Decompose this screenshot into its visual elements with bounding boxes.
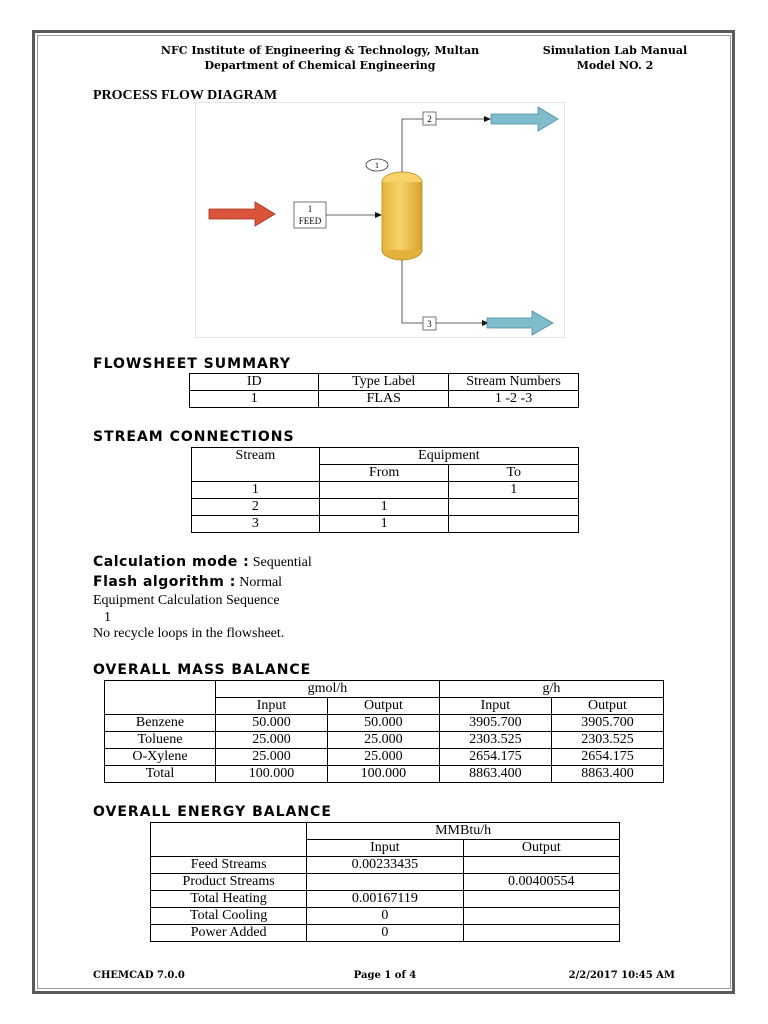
- cell: [463, 857, 619, 874]
- sequence-label: Equipment Calculation Sequence: [93, 593, 280, 608]
- sequence-value: 1: [104, 610, 111, 625]
- cell: 8863.400: [439, 766, 551, 783]
- cell: Feed Streams: [151, 857, 307, 874]
- cell: Total: [105, 766, 216, 783]
- cell: 2303.525: [439, 732, 551, 749]
- cell: 2303.525: [551, 732, 663, 749]
- calculation-mode-line: [93, 554, 312, 571]
- cell: [449, 499, 579, 516]
- stream-connections-heading: STREAM CONNECTIONS: [93, 429, 295, 445]
- process-flow-diagram: [195, 102, 565, 338]
- bottom-product-arrow-icon[interactable]: [487, 311, 553, 335]
- cell: [319, 482, 449, 499]
- cell: 25.000: [216, 749, 328, 766]
- cell: 1: [190, 391, 319, 408]
- cell: 1: [319, 516, 449, 533]
- cell: 3905.700: [551, 715, 663, 732]
- mass-balance-table: [104, 680, 664, 783]
- footer-page-number: Page 1 of 4: [353, 970, 417, 981]
- col-stream: Stream: [192, 448, 320, 482]
- table-row: [151, 857, 620, 874]
- cell: [463, 908, 619, 925]
- cell: FLAS: [319, 391, 449, 408]
- cell: 50.000: [327, 715, 439, 732]
- footer-software: CHEMCAD 7.0.0: [93, 970, 185, 981]
- manual-title: Simulation Lab Manual: [542, 44, 688, 57]
- stream-2-label: 2: [427, 114, 432, 124]
- sub-header: Output: [551, 698, 663, 715]
- cell: [307, 874, 463, 891]
- cell: 25.000: [327, 749, 439, 766]
- col-type-label: Type Label: [319, 374, 449, 391]
- sub-header: Output: [463, 840, 619, 857]
- col-from: From: [319, 465, 449, 482]
- blank-corner: [151, 823, 307, 857]
- table-row: [192, 499, 579, 516]
- cell: 0: [307, 908, 463, 925]
- cell: Product Streams: [151, 874, 307, 891]
- flash-algorithm-line: [93, 574, 282, 591]
- cell: 3905.700: [439, 715, 551, 732]
- pfd-heading: PROCESS FLOW DIAGRAM: [93, 88, 278, 103]
- cell: 0: [307, 925, 463, 942]
- feed-line-arrowhead-icon: [375, 212, 382, 218]
- flash-algorithm-value: Normal: [235, 575, 283, 590]
- cell: 2654.175: [551, 749, 663, 766]
- table-row: [192, 482, 579, 499]
- stream-connections-table: [191, 447, 579, 533]
- recycle-note: No recycle loops in the flowsheet.: [93, 626, 285, 641]
- table-row: [192, 516, 579, 533]
- flowsheet-summary-heading: FLOWSHEET SUMMARY: [93, 356, 291, 372]
- energy-balance-heading: OVERALL ENERGY BALANCE: [93, 804, 332, 820]
- diagram-frame: [196, 103, 565, 338]
- cell: 0.00233435: [307, 857, 463, 874]
- cell: 1 -2 -3: [449, 391, 579, 408]
- cell: 1: [319, 499, 449, 516]
- col-id: ID: [190, 374, 319, 391]
- cell: 2: [192, 499, 320, 516]
- stream-3-label: 3: [427, 319, 432, 329]
- flowsheet-summary-table: [189, 373, 579, 408]
- sub-header: Input: [307, 840, 463, 857]
- unit-mmbtu-h: MMBtu/h: [307, 823, 620, 840]
- table-row: [151, 874, 620, 891]
- table-row: [105, 715, 664, 732]
- cell: 1: [192, 482, 320, 499]
- sub-header: Output: [327, 698, 439, 715]
- cell: 8863.400: [551, 766, 663, 783]
- feed-stream-label: FEED: [298, 216, 322, 226]
- cell: 0.00400554: [463, 874, 619, 891]
- bottom-outlet-line: [402, 260, 423, 323]
- cell: Power Added: [151, 925, 307, 942]
- cell: 0.00167119: [307, 891, 463, 908]
- cell: Total Heating: [151, 891, 307, 908]
- cell: Total Cooling: [151, 908, 307, 925]
- col-equipment: Equipment: [319, 448, 578, 465]
- table-row: [190, 391, 579, 408]
- table-row: [151, 925, 620, 942]
- calculation-mode-label: Calculation mode :: [93, 554, 250, 570]
- top-outlet-line: [402, 119, 423, 172]
- cell: 2654.175: [439, 749, 551, 766]
- cell: Toluene: [105, 732, 216, 749]
- cell: 100.000: [216, 766, 328, 783]
- flash-algorithm-label: Flash algorithm :: [93, 574, 236, 590]
- calculation-mode-value: Sequential: [249, 555, 312, 570]
- model-number: Model NO. 2: [576, 59, 654, 72]
- footer-datetime: 2/2/2017 10:45 AM: [568, 970, 675, 981]
- cell: [463, 891, 619, 908]
- table-row: [151, 891, 620, 908]
- top-product-arrow-icon[interactable]: [491, 107, 558, 131]
- col-to: To: [449, 465, 579, 482]
- flash-drum-icon[interactable]: [382, 172, 422, 260]
- cell: Benzene: [105, 715, 216, 732]
- department-name: Department of Chemical Engineering: [204, 59, 436, 72]
- col-stream-numbers: Stream Numbers: [449, 374, 579, 391]
- top-line-arrowhead-icon: [484, 116, 491, 122]
- cell: 1: [449, 482, 579, 499]
- sub-header: Input: [439, 698, 551, 715]
- table-row: [105, 732, 664, 749]
- energy-balance-table: [150, 822, 620, 942]
- mass-balance-heading: OVERALL MASS BALANCE: [93, 662, 312, 678]
- table-row: [105, 766, 664, 783]
- cell: O-Xylene: [105, 749, 216, 766]
- table-row: [151, 908, 620, 925]
- feed-arrow-icon[interactable]: [209, 202, 275, 226]
- cell: [449, 516, 579, 533]
- cell: 50.000: [216, 715, 328, 732]
- cell: 100.000: [327, 766, 439, 783]
- blank-corner: [105, 681, 216, 715]
- cell: 25.000: [216, 732, 328, 749]
- cell: 3: [192, 516, 320, 533]
- sub-header: Input: [216, 698, 328, 715]
- group-g-h: g/h: [439, 681, 663, 698]
- feed-stream-number: 1: [307, 204, 313, 214]
- institute-name: NFC Institute of Engineering & Technology, Multan: [160, 44, 480, 57]
- cell: [463, 925, 619, 942]
- cell: 25.000: [327, 732, 439, 749]
- table-row: [105, 749, 664, 766]
- group-gmol-h: gmol/h: [216, 681, 440, 698]
- unit-id-number: 1: [375, 161, 379, 170]
